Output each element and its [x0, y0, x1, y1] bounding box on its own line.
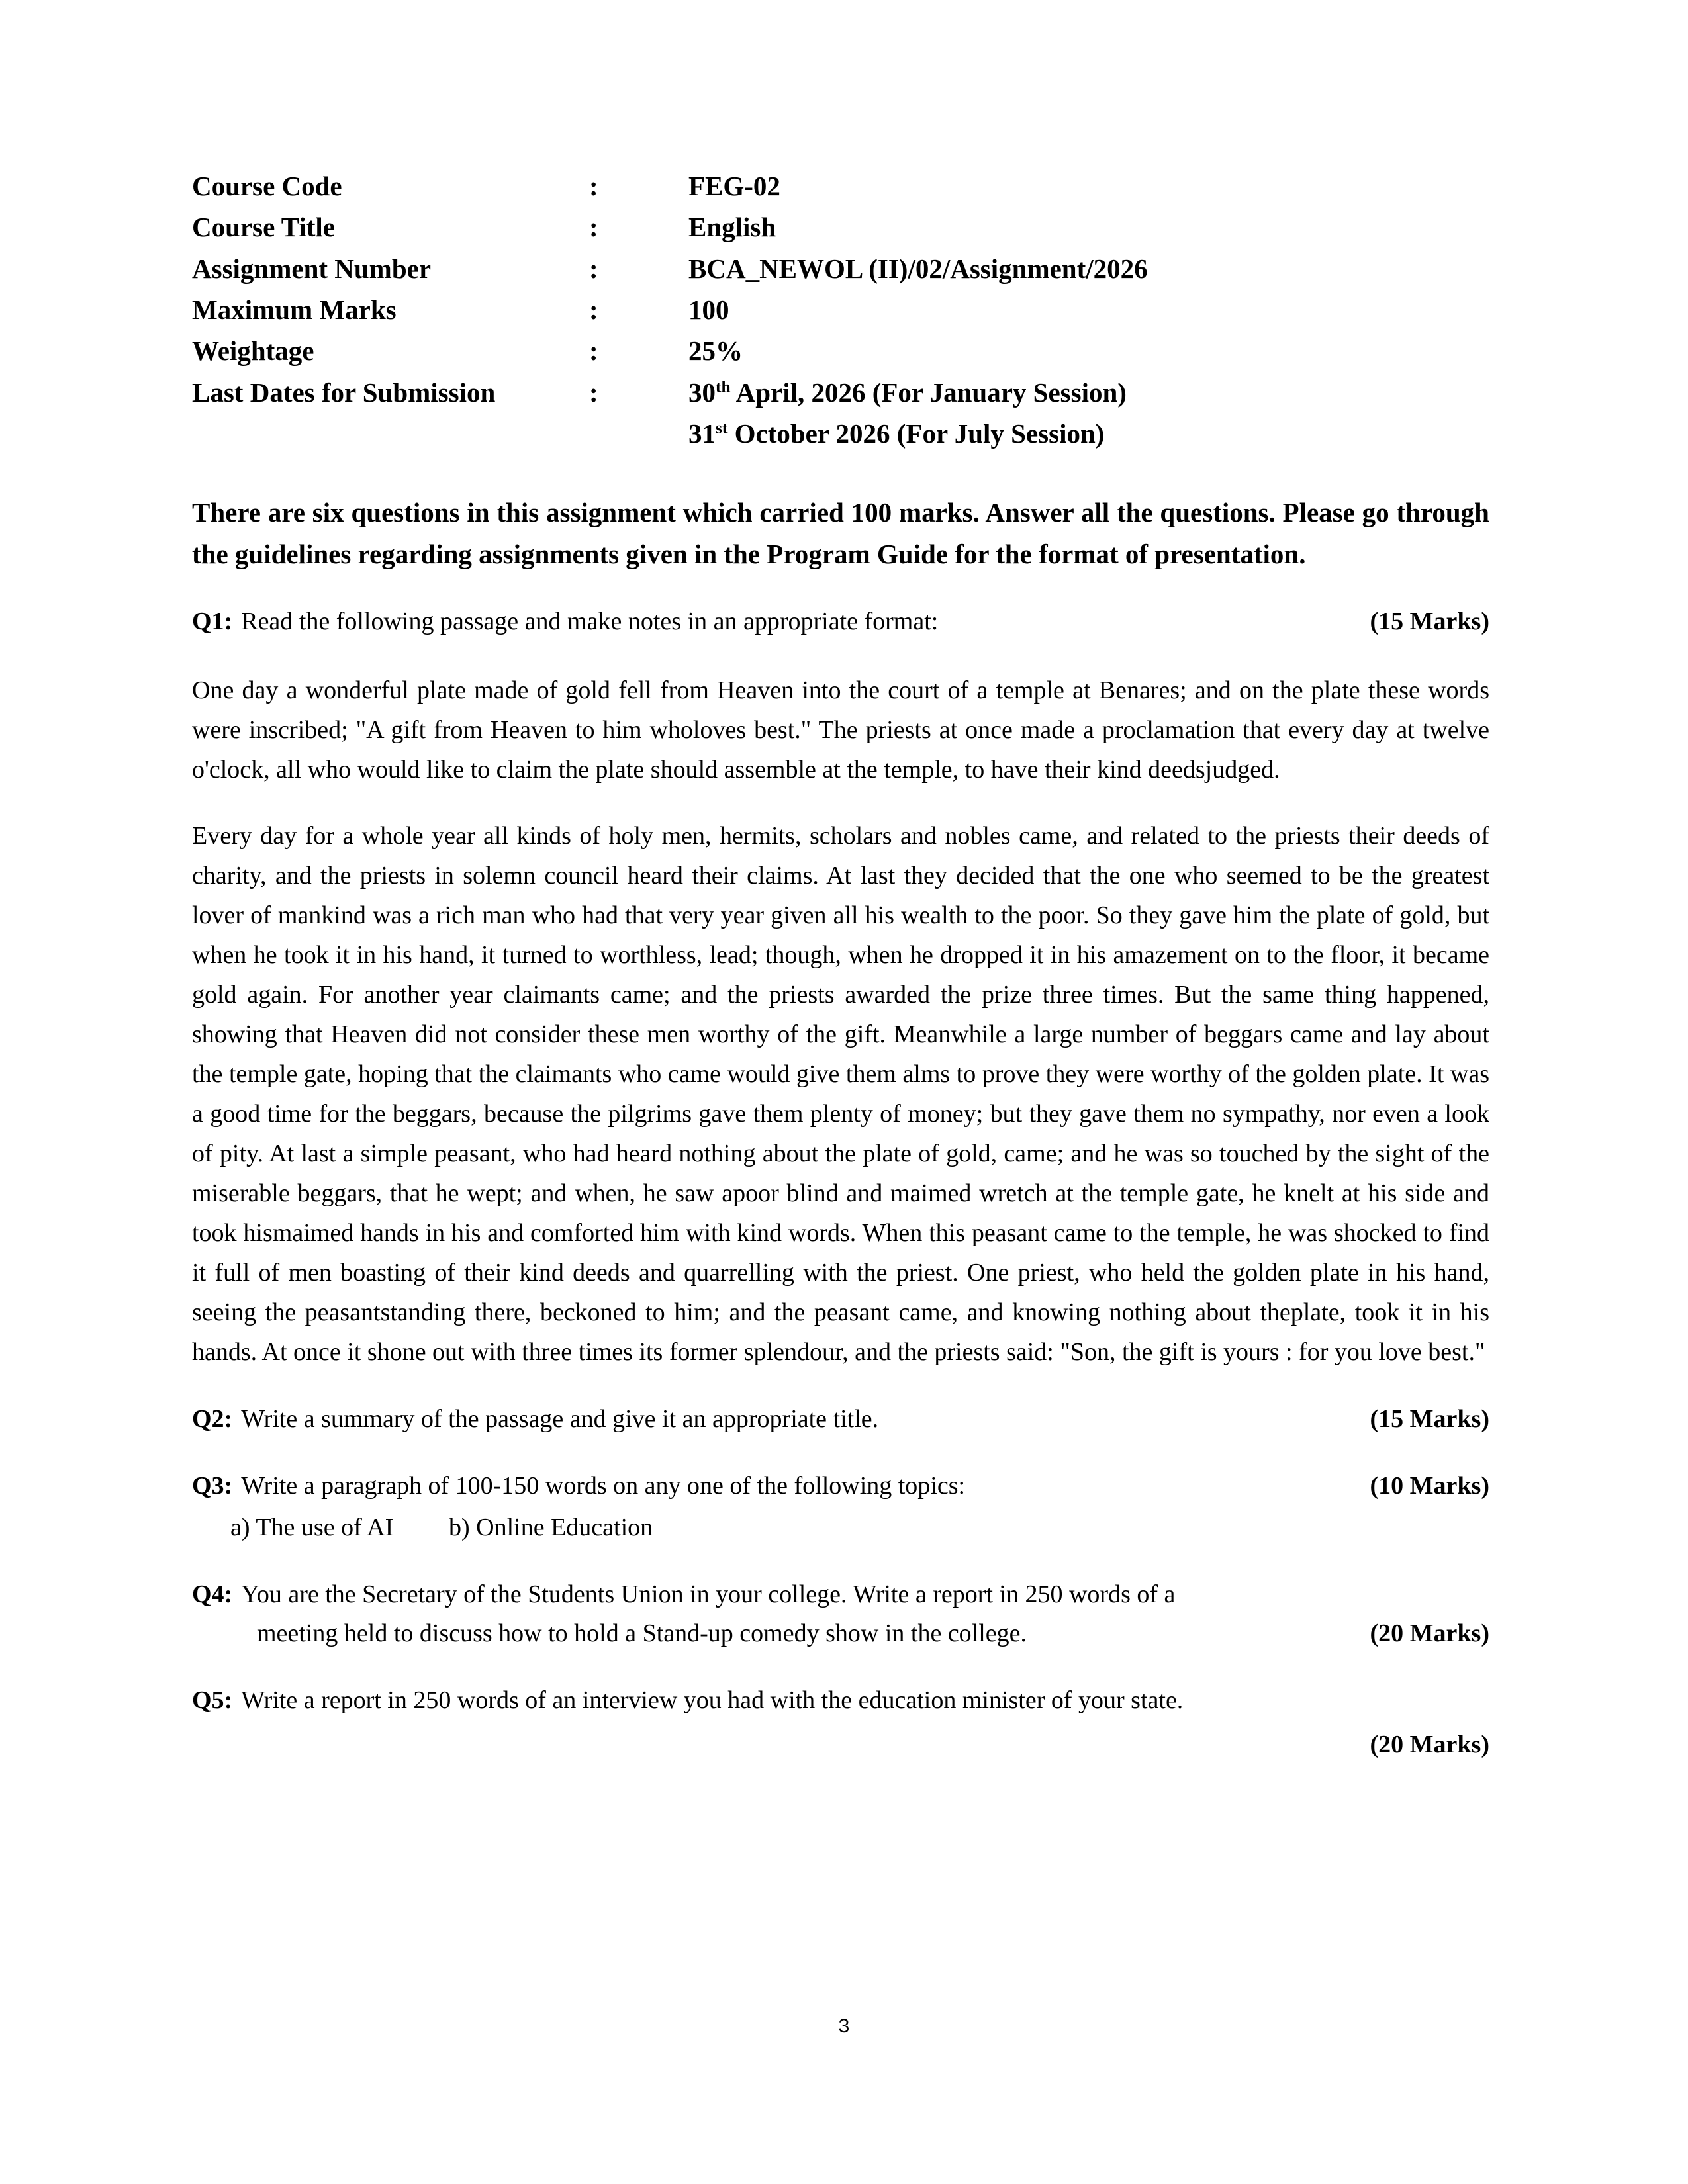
meta-colon-course-code: :	[589, 171, 598, 201]
question-q4-first-line	[192, 1575, 1489, 1614]
question-q1-text: Read the following passage and make notes in an appropriate format:	[241, 607, 939, 635]
meta-colon-assignment-number: :	[589, 253, 598, 284]
meta-colon-last-dates: :	[589, 377, 598, 408]
assignment-meta-table	[192, 165, 1489, 454]
meta-row-maximum-marks	[192, 289, 1489, 330]
question-q4-label: Q4:	[192, 1580, 233, 1608]
question-q5-first-line	[192, 1681, 1489, 1720]
meta-value-course-title: English	[688, 212, 776, 243]
meta-row-last-dates	[192, 372, 1489, 455]
question-q5	[192, 1681, 1489, 1764]
page-content	[192, 165, 1489, 1764]
question-q1-marks: (15 Marks)	[1370, 607, 1489, 635]
passage-paragraph-2: Every day for a whole year all kinds of holy men, hermits, scholars and nobles came, and related to the priests their deeds of charity, and the priests in solemn council heard their claims. At last they decided that the one who seemed to be the greatest lover of mankind was a rich man who had that very year given all his wealth to the poor. So they gave him the plate of gold, but when he took it in his hand, it turned to worthless, lead; though, when he dropped it in his amazement on to the floor, it became gold again. For another year claimants came; and the priests awarded the prize three times. But the same thing happened, showing that Heaven did not consider these men worthy of the gift. Meanwhile a large number of beggars came and lay about the temple gate, hoping that the claimants who came would give them alms to prove they were worthy of the golden plate. It was a good time for the beggars, because the pilgrims gave them plenty of money; but they gave them no sympathy, nor even a look of pity. At last a simple peasant, who had heard nothing about the plate of gold, came; and he was so touched by the sight of the miserable beggars, that he wept; and when, he saw apoor blind and maimed wretch at the temple gate, he knelt at his side and took hismaimed hands in his and comforted him with kind words. When this peasant came to the temple, he was shocked to find it full of men boasting of their kind deeds and quarrelling with the priest. One priest, who held the golden plate in his hand, seeing the peasantstanding there, beckoned to him; and the peasant came, and knowing nothing about theplate, took it in his hands. At once it shone out with three times its former splendour, and the priests said: "Son, the gift is yours : for you love best."	[192, 821, 1489, 1367]
submission-date-july-rest: October 2026 (For July Session)	[727, 418, 1105, 449]
assignment-instructions: There are six questions in this assignment which carried 100 marks. Answer all the questions. Please go through the guidelines regarding assignments given in the Program Guide for the format of presentation.	[192, 497, 1489, 569]
meta-label-assignment-number: Assignment Number	[192, 253, 432, 284]
meta-value-course-code: FEG-02	[688, 171, 780, 201]
meta-value-weightage: 25%	[688, 336, 743, 367]
meta-row-course-title	[192, 206, 1489, 248]
meta-row-course-code	[192, 165, 1489, 206]
question-q4-text-line1-inner: You are the Secretary of the Students Union in your college. Write a report in 250 words of a	[241, 1580, 1176, 1608]
question-q2-body	[241, 1400, 1489, 1439]
question-q3-body	[241, 1467, 1489, 1506]
question-q1	[192, 602, 1489, 641]
question-q3-option-a: a) The use of AI	[230, 1514, 394, 1542]
question-q5-label: Q5:	[192, 1686, 233, 1714]
question-q5-marks-row	[192, 1725, 1489, 1764]
question-q2-marks: (15 Marks)	[1370, 1405, 1489, 1433]
meta-colon-course-title: :	[589, 212, 598, 243]
meta-label-weightage: Weightage	[192, 336, 314, 367]
question-q4-text-line1	[241, 1575, 1489, 1614]
question-q5-text: Write a report in 250 words of an interview you had with the education minister of your state.	[241, 1686, 1184, 1714]
question-q2-label: Q2:	[192, 1405, 233, 1433]
meta-label-maximum-marks: Maximum Marks	[192, 294, 397, 325]
question-q3	[192, 1467, 1489, 1506]
meta-label-course-code: Course Code	[192, 171, 342, 201]
submission-date-january-rest: April, 2026 (For January Session)	[730, 377, 1127, 408]
question-q3-marks: (10 Marks)	[1370, 1472, 1489, 1500]
meta-colon-maximum-marks: :	[589, 294, 598, 325]
submission-date-january	[688, 372, 1489, 413]
submission-date-january-suffix: th	[716, 377, 731, 396]
question-q4	[192, 1575, 1489, 1653]
question-q1-label: Q1:	[192, 607, 233, 635]
submission-date-july-suffix: st	[716, 418, 728, 437]
meta-value-assignment-number: BCA_NEWOL (II)/02/Assignment/2026	[688, 253, 1148, 284]
question-q1-body	[241, 602, 1489, 641]
meta-value-maximum-marks: 100	[688, 294, 729, 325]
question-q3-option-b: b) Online Education	[449, 1514, 653, 1542]
meta-value-last-dates	[688, 372, 1489, 455]
page-number: 3	[838, 2015, 850, 2037]
meta-label-course-title: Course Title	[192, 212, 336, 243]
passage-paragraph-1: One day a wonderful plate made of gold fell from Heaven into the court of a temple at Benares; and on the plate these words were inscribed; "A gift from Heaven to him wholoves best." The priests at once made a proclamation that every day at twelve o'clock, all who would like to claim the plate should assemble at the temple, to have their kind deedsjudged.	[192, 676, 1489, 784]
meta-row-assignment-number	[192, 248, 1489, 289]
question-q4-second-line	[192, 1614, 1489, 1653]
submission-date-july	[688, 413, 1489, 454]
question-q4-text-line2: meeting held to discuss how to hold a Stand-up comedy show in the college.	[257, 1619, 1027, 1647]
meta-label-last-dates: Last Dates for Submission	[192, 377, 496, 408]
question-q2	[192, 1400, 1489, 1439]
question-q4-marks: (20 Marks)	[1370, 1619, 1489, 1647]
submission-date-july-day: 31	[688, 418, 716, 449]
question-q5-marks: (20 Marks)	[1370, 1730, 1489, 1758]
question-q3-text: Write a paragraph of 100-150 words on any one of the following topics:	[241, 1472, 966, 1500]
question-q3-label: Q3:	[192, 1472, 233, 1500]
question-q3-options	[192, 1508, 1489, 1547]
meta-row-weightage	[192, 330, 1489, 371]
question-q2-text: Write a summary of the passage and give it an appropriate title.	[241, 1405, 879, 1433]
submission-date-january-day: 30	[688, 377, 716, 408]
meta-colon-weightage: :	[589, 336, 598, 367]
